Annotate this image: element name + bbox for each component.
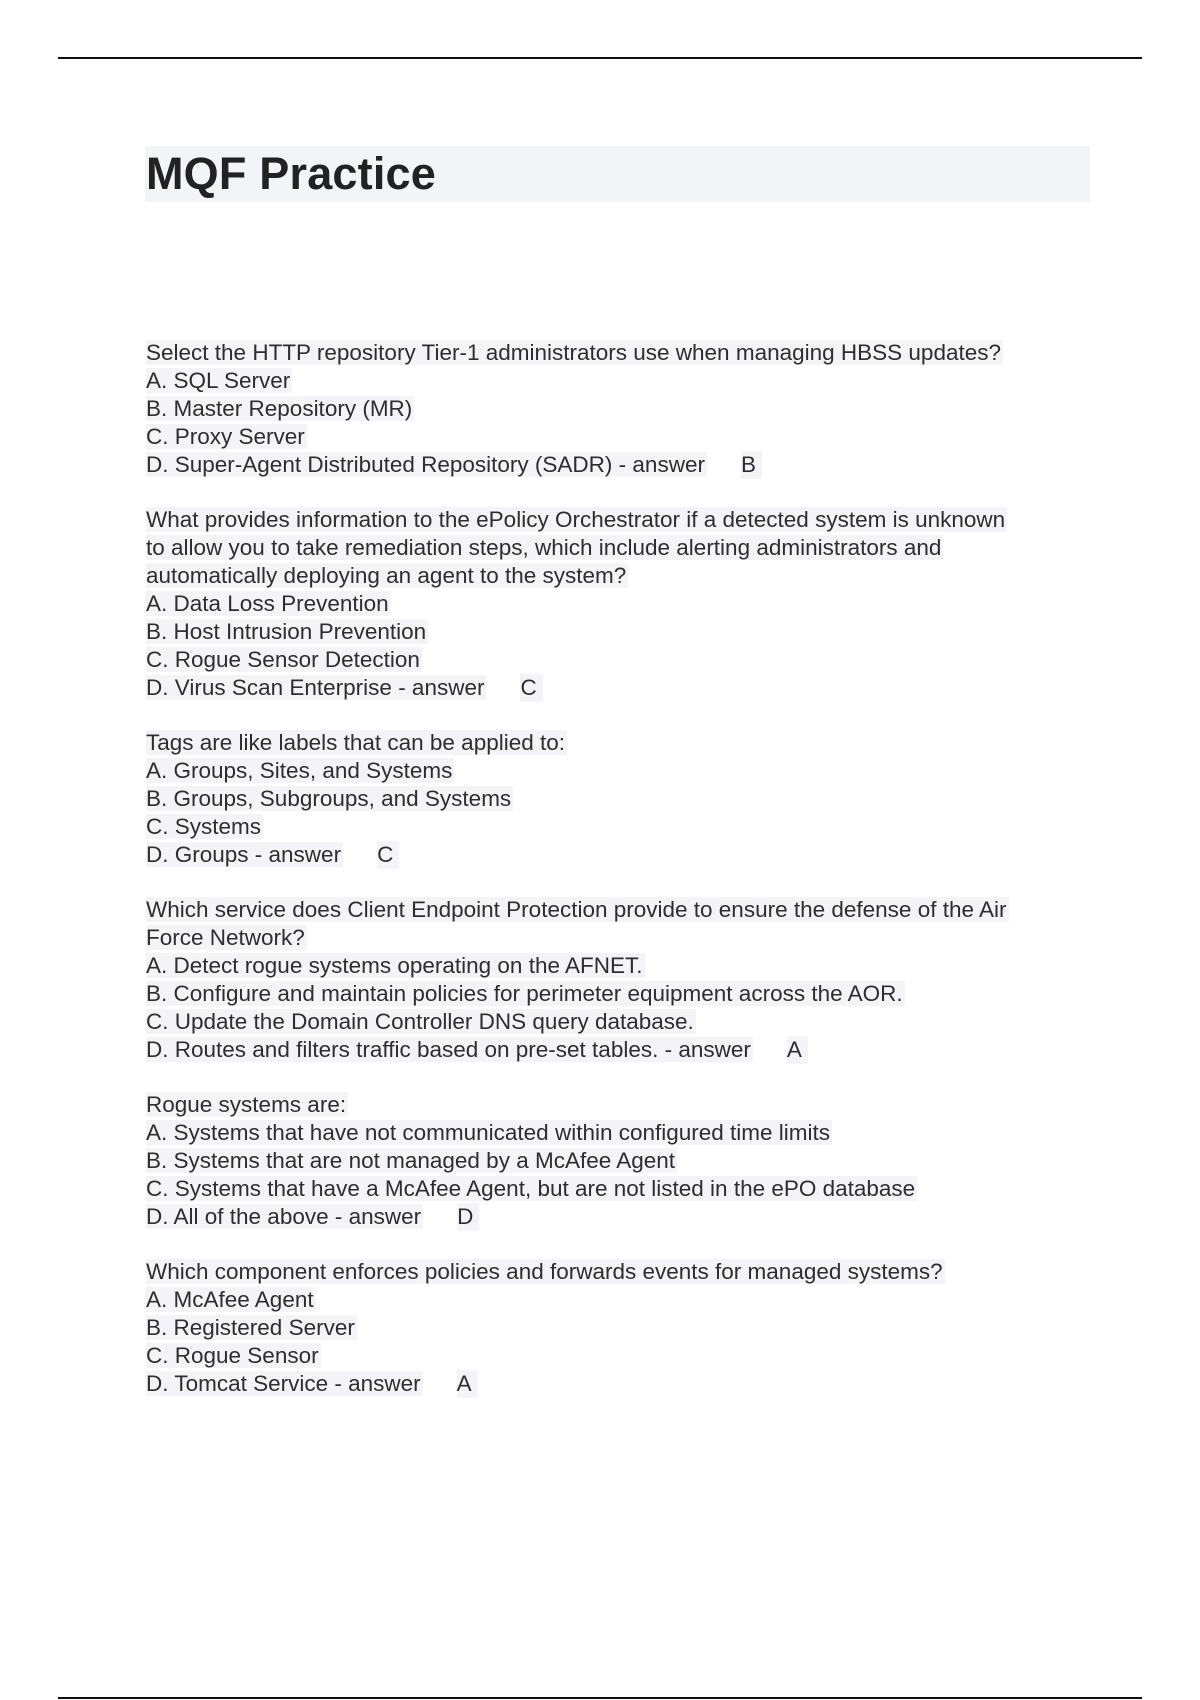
question-line [146,1008,1086,1036]
line-text: A. Data Loss Prevention [146,591,389,616]
line-text: B. Host Intrusion Prevention [146,619,427,644]
line-text: C. Rogue Sensor Detection [146,647,420,672]
answer-letter: A [787,1036,808,1064]
last-option-text: D. Routes and filters traffic based on pre-set tables. - answer [146,1037,751,1062]
answer-letter: B [741,451,762,479]
line-text: Tags are like labels that can be applied to: [146,730,566,755]
question-line [146,367,1086,395]
question-line [146,757,1086,785]
last-option-text: D. All of the above - answer [146,1204,422,1229]
answer-line [146,451,1086,479]
line-text: C. Update the Domain Controller DNS query database. [146,1009,694,1034]
answer-letter: D [457,1203,479,1231]
question-text-line [146,729,1086,757]
line-text: A. Detect rogue systems operating on the AFNET. [146,953,643,978]
question-block [146,1091,1086,1231]
question-line [146,1286,1086,1314]
line-text: B. Groups, Subgroups, and Systems [146,786,512,811]
last-option-text: D. Groups - answer [146,842,342,867]
line-text: A. Systems that have not communicated within configured time limits [146,1120,831,1145]
line-text: B. Systems that are not managed by a McAfee Agent [146,1148,676,1173]
answer-line [146,674,1086,702]
question-line [146,1147,1086,1175]
line-text: Rogue systems are: [146,1092,347,1117]
question-line [146,1342,1086,1370]
page-title: MQF Practice [146,148,437,199]
last-option-text: D. Super-Agent Distributed Repository (SADR) - answer [146,452,705,477]
answer-line [146,1203,1086,1231]
question-text-line [146,506,1086,534]
answer-line [146,1036,1086,1064]
line-text: B. Registered Server [146,1315,355,1340]
line-text: A. McAfee Agent [146,1287,314,1312]
question-block [146,1258,1086,1398]
top-rule [58,57,1142,59]
answer-letter: A [457,1370,478,1398]
question-line [146,980,1086,1008]
question-line [146,562,1086,590]
line-text: B. Configure and maintain policies for perimeter equipment across the AOR. [146,981,903,1006]
last-option-text: D. Virus Scan Enterprise - answer [146,675,485,700]
question-line [146,952,1086,980]
line-text: B. Master Repository (MR) [146,396,413,421]
line-text: to allow you to take remediation steps, which include alerting administrators and [146,535,942,560]
last-option-text: D. Tomcat Service - answer [146,1371,421,1396]
answer-line [146,1370,1086,1398]
question-line [146,813,1086,841]
line-text: A. Groups, Sites, and Systems [146,758,453,783]
question-text-line [146,1091,1086,1119]
line-text: C. Systems [146,814,262,839]
line-text: automatically deploying an agent to the system? [146,563,627,588]
line-text: C. Systems that have a McAfee Agent, but are not listed in the ePO database [146,1176,916,1201]
question-block [146,339,1086,479]
question-line [146,1119,1086,1147]
question-line [146,924,1086,952]
question-block [146,896,1086,1064]
line-text: C. Rogue Sensor [146,1343,319,1368]
line-text: Which service does Client Endpoint Protection provide to ensure the defense of the Air [146,897,1007,922]
answer-letter: C [520,674,542,702]
question-block [146,506,1086,702]
question-line [146,423,1086,451]
line-text: Select the HTTP repository Tier-1 administrators use when managing HBSS updates? [146,340,1001,365]
line-text: What provides information to the ePolicy Orchestrator if a detected system is unknown [146,507,1006,532]
answer-letter: C [377,841,399,869]
question-text-line [146,896,1086,924]
question-list [146,339,1086,1425]
question-block [146,729,1086,869]
question-line [146,590,1086,618]
question-line [146,646,1086,674]
answer-line [146,841,1086,869]
line-text: Which component enforces policies and forwards events for managed systems? [146,1259,943,1284]
question-text-line [146,339,1086,367]
question-line [146,1175,1086,1203]
question-line [146,618,1086,646]
question-line [146,534,1086,562]
line-text: C. Proxy Server [146,424,305,449]
question-line [146,785,1086,813]
question-line [146,1314,1086,1342]
bottom-rule [58,1697,1142,1699]
question-line [146,395,1086,423]
line-text: A. SQL Server [146,368,291,393]
question-text-line [146,1258,1086,1286]
line-text: Force Network? [146,925,305,950]
